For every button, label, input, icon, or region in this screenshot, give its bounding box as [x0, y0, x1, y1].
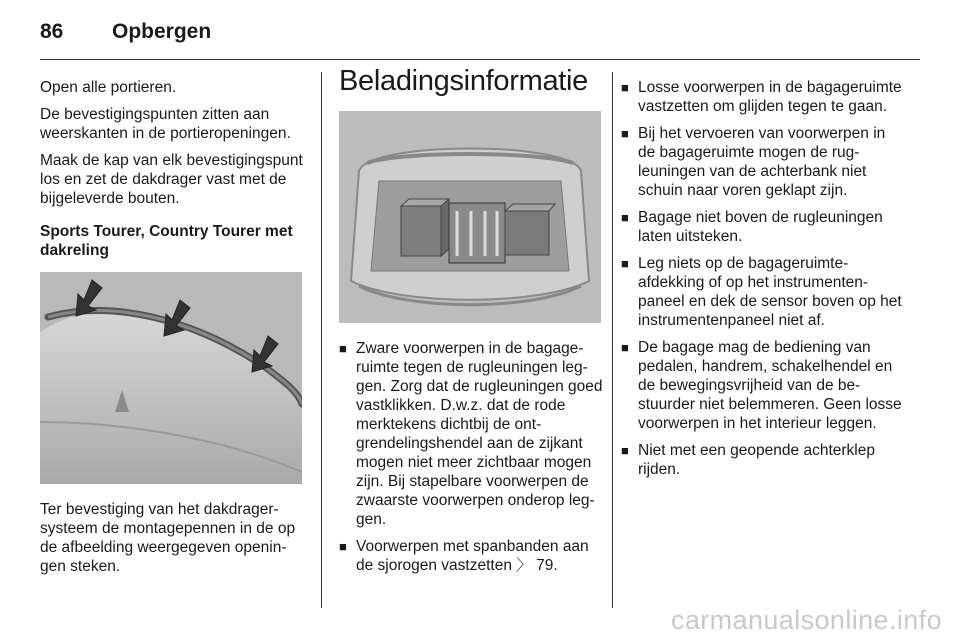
paragraph: De bevestigingspunten zitten aan weerskanten in de portieropeningen. — [40, 106, 291, 142]
page-title: Opbergen — [112, 20, 212, 43]
paragraph: Open alle portieren. — [40, 79, 177, 96]
page-header — [40, 20, 211, 44]
list-item — [339, 537, 605, 575]
column-divider-left — [321, 72, 322, 608]
list-item-text: Voorwerpen met spanbanden aan de sjorogen vastzetten — [356, 538, 589, 574]
loading-bullet-list-continued — [621, 78, 903, 479]
roof-rail-arrows-illustration-icon — [40, 272, 302, 484]
page-reference[interactable]: 79. — [536, 557, 558, 574]
list-item: ■ Zware voorwerpen in de bagageruimte tegen de rugleuningen leggen. Zorg dat de rugleuningen goed vastklikken. D.w.z. dat de rode merktekens dichtbij de ontgrendelingshendel aan de zijkant mogen niet meer zichtbaar mogen zijn. Bij stapelbare voorwerpen de zwaarste voorwerpen onderop leggen. — [339, 339, 605, 529]
page-number: 86 — [40, 20, 64, 43]
header-divider — [40, 59, 920, 60]
column-divider-right — [612, 72, 613, 608]
list-item: ■ Bij het vervoeren van voorwerpen in de bagageruimte mogen de rugleuningen van de achterbank niet schuin naar voren geklapt zijn. — [621, 124, 903, 200]
list-item: ■ Niet met een geopende achterklep rijden. — [621, 441, 903, 479]
watermark: carmanualsonline.info — [670, 605, 942, 635]
section-heading: Beladingsinformatie — [339, 65, 588, 97]
middle-column — [339, 65, 605, 583]
loading-bullet-list — [339, 339, 605, 575]
trunk-figure — [339, 111, 601, 323]
right-column — [621, 78, 903, 487]
roof-rail-figure — [40, 272, 302, 484]
list-item: ■ Leg niets op de bagageruimteafdekking of op het instrumentenpaneel en dek de sensor boven op het instrumentenpaneel niet af. — [621, 254, 903, 330]
list-item: ■ De bagage mag de bediening van pedalen, handrem, schakelhendel en de bewegingsvrijheid van de bestuurder niet belemmeren. Geen losse voorwerpen in het interieur leggen. — [621, 338, 903, 433]
loaded-trunk-illustration-icon — [339, 111, 601, 323]
list-item: ■ Losse voorwerpen in de bagageruimte vastzetten om glijden tegen te gaan. — [621, 78, 903, 116]
section-subheading: Sports Tourer, Country Tourer met dakreling — [40, 223, 293, 259]
left-column — [40, 78, 306, 584]
figure-caption: Ter bevestiging van het dakdragersysteem de montagepennen in de op de afbeelding weergegeven openingen steken. — [40, 501, 296, 575]
list-item: ■ Bagage niet boven de rugleuningen laten uitsteken. — [621, 208, 903, 246]
page-reference-icon: 〉 — [516, 557, 532, 574]
paragraph: Maak de kap van elk bevestigingspunt los en zet de dakdrager vast met de bijgeleverde bouten. — [40, 152, 303, 207]
